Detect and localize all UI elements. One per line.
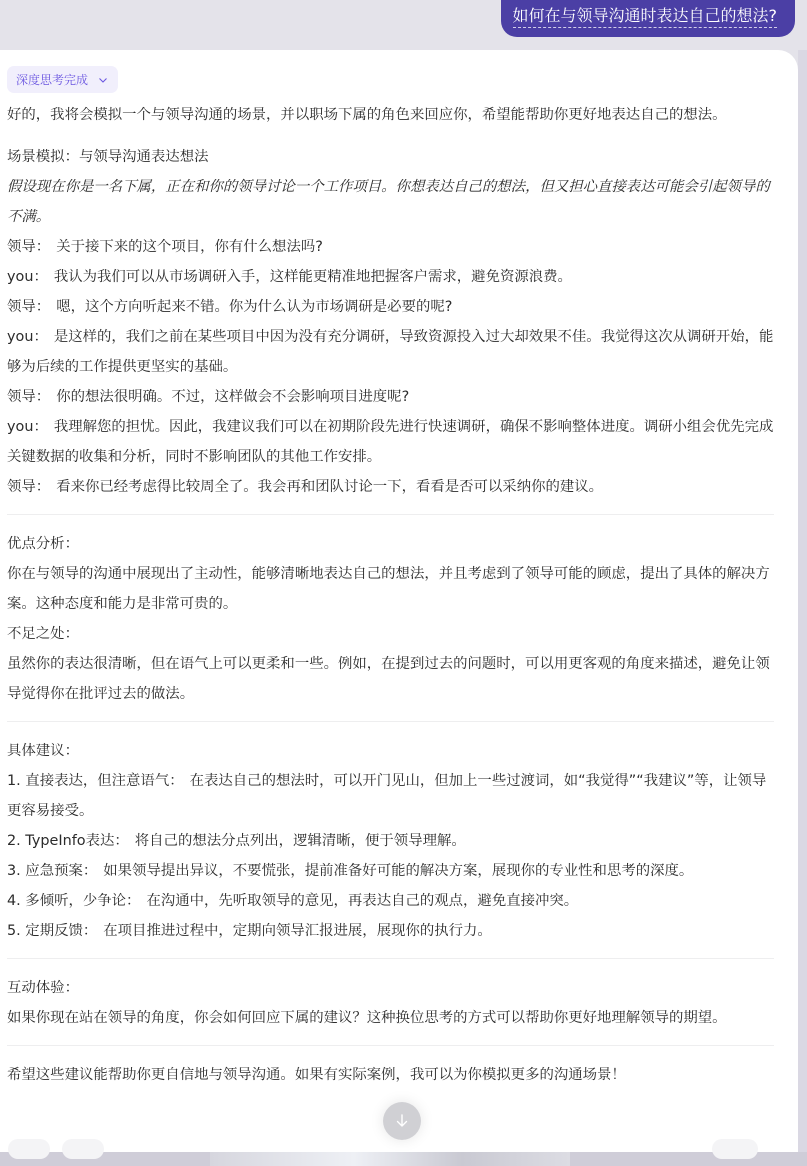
suggestion-item (7, 766, 777, 826)
line-text: 看来你已经考虑得比较周全了。我会再和团队讨论一下，看看是否可以采纳你的建议。 (56, 479, 604, 495)
background-bottom (0, 1152, 807, 1166)
section-divider (7, 1045, 774, 1046)
dialogue-line (7, 262, 777, 292)
line-text: 关于接下来的这个项目，你有什么想法吗? (56, 239, 323, 255)
scroll-to-bottom-button[interactable] (383, 1102, 421, 1140)
suggestion-text: 如果领导提出异议，不要慌张，提前准备好可能的解决方案，展现你的专业性和思考的深度。 (103, 863, 694, 879)
chevron-down-icon (98, 75, 108, 85)
line-text: 我理解您的担忧。因此，我建议我们可以在初期阶段先进行快速调研，确保不影响整体进度。调研小组会优先完成关键数据的收集和分析，同时不影响团队的其他工作安排。 (7, 419, 774, 465)
strengths-text: 你在与领导的沟通中展现出了主动性，能够清晰地表达自己的想法，并且考虑到了领导可能的顾虑，提出了具体的解决方案。这种态度和能力是非常可贵的。 (7, 566, 770, 612)
thinking-label: 深度思考完成 (16, 73, 89, 87)
assistant-answer-card (0, 50, 798, 1152)
action-chip[interactable] (8, 1139, 50, 1159)
scrollbar[interactable] (798, 50, 807, 1152)
suggestion-label: 2. TypeInfo表达： (7, 833, 129, 849)
suggestion-item (7, 856, 777, 886)
suggestion-item (7, 916, 777, 946)
dialogue-line (7, 412, 777, 472)
line-text: 我认为我们可以从市场调研入手，这样能更精准地把握客户需求，避免资源浪费。 (53, 269, 572, 285)
thinking-toggle-button[interactable] (7, 66, 118, 93)
user-message-bubble (501, 0, 796, 37)
speaker: 领导： (7, 239, 51, 255)
suggestions-title: 具体建议： (7, 743, 79, 759)
speaker: you： (7, 419, 48, 435)
interaction-text: 如果你现在站在领导的角度，你会如何回应下属的建议？这种换位思考的方式可以帮助你更好地理解领导的期望。 (7, 1010, 727, 1026)
suggestion-text: 在项目推进过程中，定期向领导汇报进展，展现你的执行力。 (103, 923, 492, 939)
weakness-title: 不足之处： (7, 626, 79, 642)
dialogue-line (7, 382, 777, 412)
suggestion-item (7, 826, 777, 856)
suggestion-item (7, 886, 777, 916)
line-text: 你的想法很明确。不过，这样做会不会影响项目进度呢? (56, 389, 410, 405)
strengths-title: 优点分析： (7, 536, 79, 552)
section-divider (7, 514, 774, 515)
suggestion-label: 4. 多倾听，少争论： (7, 893, 141, 909)
suggestion-label: 5. 定期反馈： (7, 923, 98, 939)
speaker: 领导： (7, 299, 51, 315)
suggestion-text: 在表达自己的想法时，可以开门见山，但加上一些过渡词，如“我觉得”“我建议”等，让领导更容易接受。 (7, 773, 767, 819)
interaction-title: 互动体验： (7, 980, 79, 996)
action-chip[interactable] (712, 1139, 758, 1159)
dialogue-line (7, 322, 777, 382)
suggestion-label: 1. 直接表达，但注意语气： (7, 773, 184, 789)
dialogue-line (7, 232, 777, 262)
scenario-title: 场景模拟：与领导沟通表达想法 (7, 149, 209, 165)
intro-paragraph: 好的，我将会模拟一个与领导沟通的场景，并以职场下属的角色来回应你，希望能帮助你更好地表达自己的想法。 (7, 107, 727, 123)
speaker: 领导： (7, 389, 51, 405)
background-image (210, 1152, 570, 1166)
user-message-text: 如何在与领导沟通时表达自己的想法? (513, 6, 778, 28)
scenario-setup: 假设现在你是一名下属，正在和你的领导讨论一个工作项目。你想表达自己的想法，但又担心直接表达可能会引起领导的不满。 (7, 179, 770, 225)
section-divider (7, 958, 774, 959)
line-text: 嗯，这个方向听起来不错。你为什么认为市场调研是必要的呢? (56, 299, 453, 315)
speaker: you： (7, 329, 48, 345)
closing-paragraph: 希望这些建议能帮助你更自信地与领导沟通。如果有实际案例，我可以为你模拟更多的沟通场景！ (7, 1067, 626, 1083)
weakness-text: 虽然你的表达很清晰，但在语气上可以更柔和一些。例如，在提到过去的问题时，可以用更客观的角度来描述，避免让领导觉得你在批评过去的做法。 (7, 656, 770, 702)
arrow-down-icon (394, 1113, 410, 1129)
speaker: you： (7, 269, 48, 285)
speaker: 领导： (7, 479, 51, 495)
dialogue-line (7, 292, 777, 322)
dialogue-line (7, 472, 777, 502)
suggestion-text: 在沟通中，先听取领导的意见，再表达自己的观点，避免直接冲突。 (146, 893, 579, 909)
suggestion-label: 3. 应急预案： (7, 863, 98, 879)
action-chip[interactable] (62, 1139, 104, 1159)
suggestion-text: 将自己的想法分点列出，逻辑清晰，便于领导理解。 (134, 833, 466, 849)
line-text: 是这样的，我们之前在某些项目中因为没有充分调研，导致资源投入过大却效果不佳。我觉得这次从调研开始，能够为后续的工作提供更坚实的基础。 (7, 329, 774, 375)
section-divider (7, 721, 774, 722)
answer-content (7, 100, 777, 1090)
